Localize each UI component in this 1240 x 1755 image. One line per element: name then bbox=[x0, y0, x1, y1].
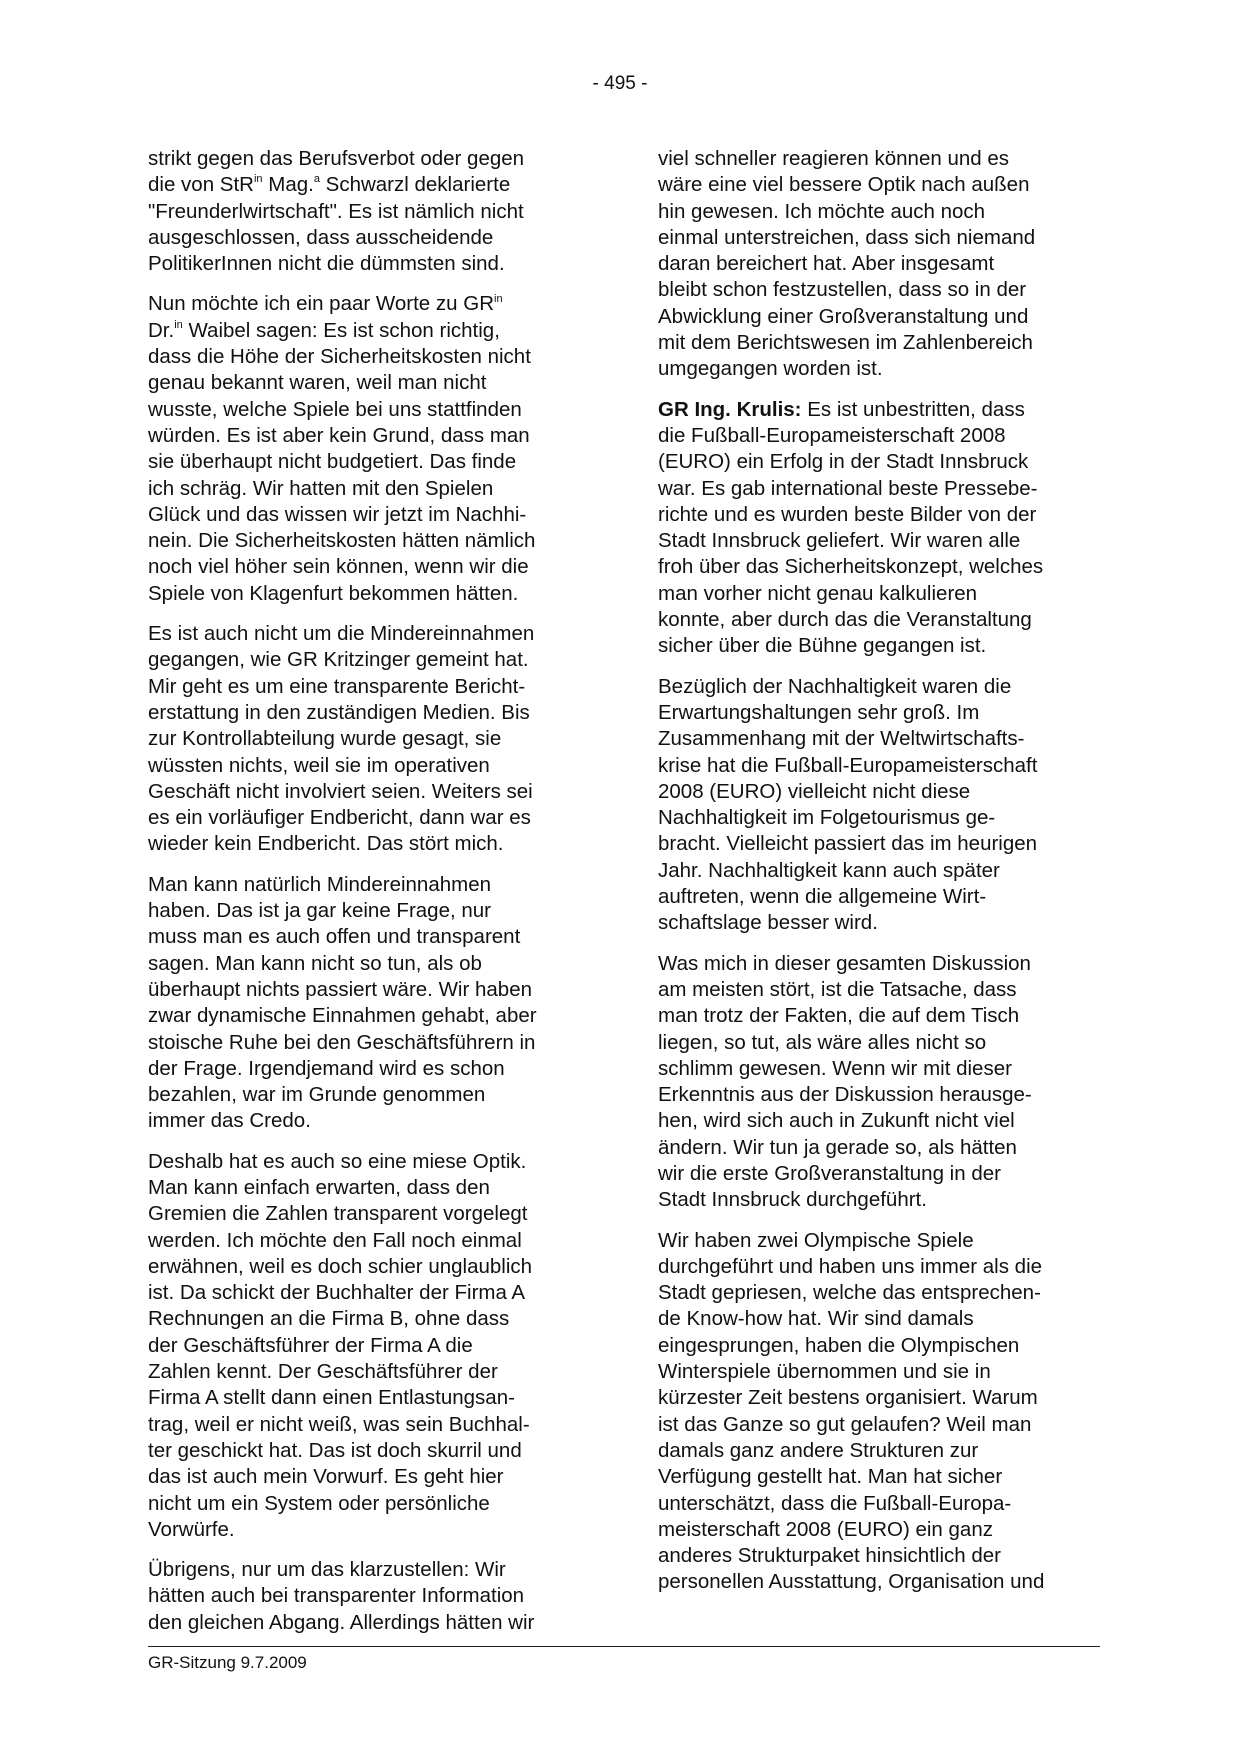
paragraph: viel schneller reagieren können und es wäre eine viel bessere Optik nach außen hin gewesen. Ich möchte auch noch einmal unterstreichen, dass sich niemand daran bereichert hat. Aber insgesamt bleibt schon festzustellen, dass so in der Abwicklung einer Großveranstaltung und mit dem Berichtswesen im Zahlenbereich umgegangen worden ist. bbox=[658, 147, 1036, 381]
paragraph: Es ist auch nicht um die Mindereinnahmen gegangen, wie GR Kritzinger gemeint hat. Mir geht es um eine transparente Bericht- erstattung in den zuständigen Medien. Bis zur Kontrollabteilung wurde gesagt, sie wüssten nichts, weil sie im operativen Geschäft nicht involviert seien. Weiters sei es ein vorläufiger Endbericht, dann war es wieder kein Endbericht. Das stört mich. bbox=[148, 622, 535, 856]
speaker-name: GR Ing. Krulis: bbox=[658, 397, 802, 421]
footer-divider bbox=[148, 1646, 1100, 1647]
paragraph-text: Dr. bbox=[148, 318, 175, 342]
paragraph-text: strikt gegen das Berufsverbot oder gegen die von StR bbox=[148, 147, 525, 197]
superscript: in bbox=[253, 173, 263, 186]
paragraph-text: Waibel sagen: Es ist schon richtig, dass die Höhe der Sicherheitskosten nicht genau bekannt waren, weil man nicht wusste, welche Spiele bei uns stattfinden würden. Es ist aber kein Grund, dass man sie überhaupt nicht budgetiert. Das finde ich schräg. Wir hatten mit den Spielen Glück und das wissen wir jetzt im Nachhi- nein. Die Sicherheitskosten hätten nämlich noch viel höher sein können, wenn wir die Spiele von Klagenfurt bekommen hätten. bbox=[148, 318, 536, 605]
superscript: a bbox=[313, 173, 320, 186]
paragraph bbox=[658, 397, 1110, 660]
footer-session-label: GR-Sitzung 9.7.2009 bbox=[148, 1653, 307, 1672]
left-column bbox=[148, 146, 600, 1650]
paragraph: Bezüglich der Nachhaltigkeit waren die Erwartungshaltungen sehr groß. Im Zusammenhang mit der Weltwirtschafts- krise hat die Fußball-Europameisterschaft 2008 (EURO) vielleicht nicht diese Nachhaltigkeit im Folgetourismus ge- bracht. Vielleicht passiert das im heurigen Jahr. Nachhaltigkeit kann auch später auftreten, wenn die allgemeine Wirt- schaftslage besser wird. bbox=[658, 674, 1038, 935]
paragraph: Deshalb hat es auch so eine miese Optik. Man kann einfach erwarten, dass den Gremien die Zahlen transparent vorgelegt werden. Ich möchte den Fall noch einmal erwähnen, weil es doch schier unglaublich ist. Da schickt der Buchhalter der Firma A Rechnungen an die Firma B, ohne dass der Geschäftsführer der Firma A die Zahlen kennt. Der Geschäftsführer der Firma A stellt dann einen Entlastungsan- trag, weil er nicht weiß, was sein Buchhal- ter geschickt hat. Das ist doch skurril und das ist auch mein Vorwurf. Es geht hier nicht um ein System oder persönliche Vorwürfe. bbox=[148, 1149, 533, 1541]
paragraph: Wir haben zwei Olympische Spiele durchgeführt und haben uns immer als die Stadt gepriesen, welche das entsprechen- de Know-how hat. Wir sind damals eingesprungen, haben die Olympischen Winterspiele übernommen und sie in kürzester Zeit bestens organisiert. Warum ist das Ganze so gut gelaufen? Weil man damals ganz andere Strukturen zur Verfügung gestellt hat. Man hat sicher unterschätzt, dass die Fußball-Europa- meisterschaft 2008 (EURO) ein ganz anderes Strukturpaket hinsichtlich der personellen Ausstattung, Organisation und bbox=[658, 1228, 1045, 1594]
paragraph bbox=[148, 146, 600, 277]
paragraph: Was mich in dieser gesamten Diskussion am meisten stört, ist die Tatsache, dass man trotz der Fakten, die auf dem Tisch liegen, so tut, als wäre alles nicht so schlimm gewesen. Wenn wir mit dieser Erkenntnis aus der Diskussion herausge- hen, wird sich auch in Zukunft nicht viel ändern. Wir tun ja gerade so, als hätten wir die erste Großveranstaltung in der Stadt Innsbruck durchgeführt. bbox=[658, 951, 1032, 1212]
superscript: in bbox=[494, 292, 503, 305]
superscript: in bbox=[174, 318, 183, 331]
right-column bbox=[658, 146, 1110, 1610]
paragraph: Man kann natürlich Mindereinnahmen haben. Das ist ja gar keine Frage, nur muss man es auch offen und transparent sagen. Man kann nicht so tun, als ob überhaupt nichts passiert wäre. Wir haben zwar dynamische Einnahmen gehabt, aber stoische Ruhe bei den Geschäftsführern in der Frage. Irgendjemand wird es schon bezahlen, war im Grunde genommen immer das Credo. bbox=[148, 872, 537, 1133]
page-number: - 495 - bbox=[592, 73, 648, 94]
paragraph-text: Nun möchte ich ein paar Worte zu GR bbox=[148, 292, 494, 316]
paragraph-text: Es ist unbestritten, dass die Fußball-Europameisterschaft 2008 (EURO) ein Erfolg in der Stadt Innsbruck war. Es gab international beste Pressebe- richte und es wurden beste Bilder von der Stadt Innsbruck geliefert. Wir waren alle froh über das Sicherheitskonzept, welches man vorher nicht genau kalkulieren konnte, aber durch das die Veranstaltung sicher über die Bühne gegangen ist. bbox=[658, 397, 1044, 658]
paragraph-text: Schwarzl deklarierte "Freunderlwirtschaft". Es ist nämlich nicht ausgeschlossen, dass ausscheidende PolitikerInnen nicht die dümmsten sind. bbox=[148, 173, 524, 276]
paragraph: Übrigens, nur um das klarzustellen: Wir hätten auch bei transparenter Information den gleichen Abgang. Allerdings hätten wir bbox=[148, 1558, 535, 1634]
paragraph-text: Mag. bbox=[262, 173, 314, 197]
paragraph bbox=[148, 291, 600, 607]
